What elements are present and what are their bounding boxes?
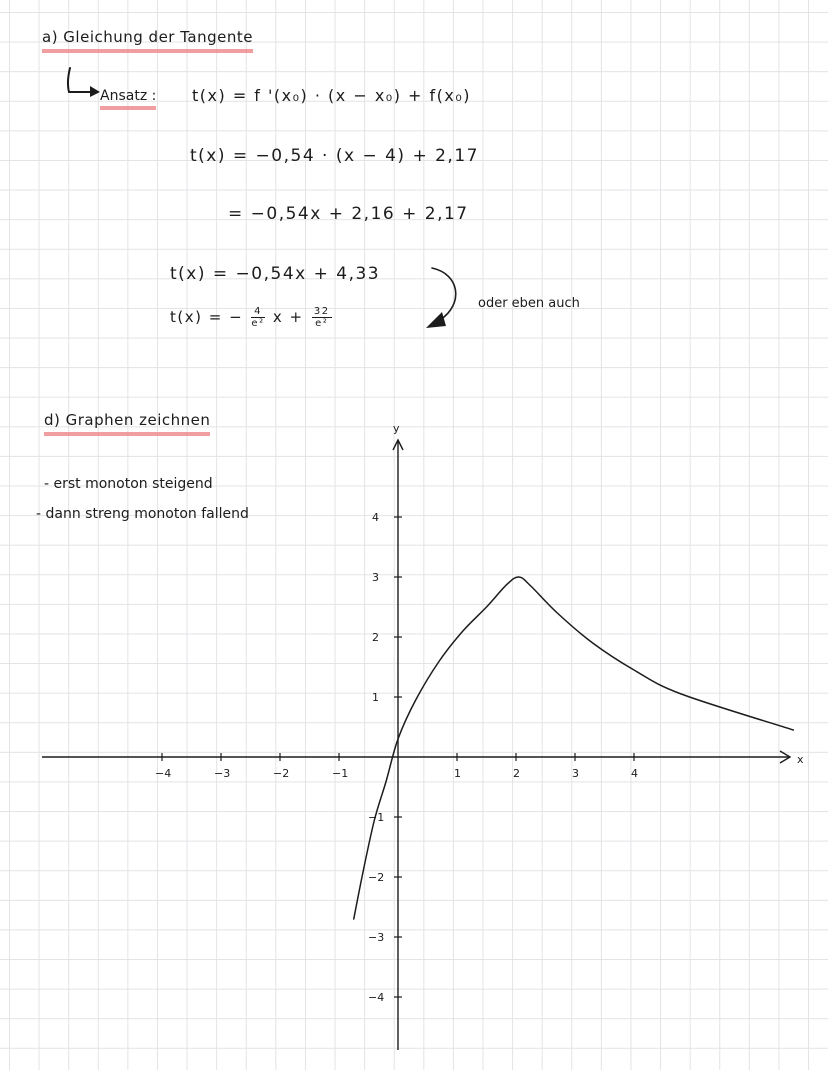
fraction-1-numerator: 4 (251, 306, 264, 318)
x-tick-label: 4 (631, 767, 638, 780)
function-curve (354, 577, 794, 919)
section-d-heading: d) Graphen zeichnen (44, 411, 210, 436)
x-tick-label: −4 (155, 767, 172, 780)
fraction-1-denominator: e² (251, 318, 265, 329)
fraction-2-denominator: e² (315, 318, 329, 329)
tangent-line-4-mid: x + (272, 308, 304, 326)
y-axis-label: y (393, 422, 400, 435)
tangent-line-4-prefix: t(x) = − (170, 308, 244, 326)
section-a-heading: a) Gleichung der Tangente (42, 28, 253, 53)
x-tick-label: 3 (572, 767, 579, 780)
x-tick-label: 2 (513, 767, 520, 780)
y-tick-label: 3 (372, 571, 379, 584)
axes (42, 422, 804, 1050)
x-tick-label: 1 (454, 767, 461, 780)
ansatz-label: Ansatz : (100, 88, 156, 110)
y-tick-label: 2 (372, 631, 379, 644)
bullet-streng-monoton-fallend: - dann streng monoton fallend (36, 506, 249, 522)
x-tick-label: −2 (273, 767, 290, 780)
x-tick-label: −3 (214, 767, 231, 780)
ansatz-formula: t(x) = f '(x₀) · (x − x₀) + f(x₀) (192, 86, 472, 105)
x-tick-label: −1 (332, 767, 349, 780)
tangent-line-3: t(x) = −0,54x + 4,33 (170, 264, 381, 284)
bullet-monoton-steigend: - erst monoton steigend (44, 476, 213, 492)
y-tick-label: −4 (368, 991, 385, 1004)
y-tick-label: 4 (372, 511, 379, 524)
fraction-2-numerator: 32 (313, 306, 330, 317)
tangent-line-1: t(x) = −0,54 · (x − 4) + 2,17 (190, 146, 479, 166)
curve-layer (354, 577, 794, 919)
y-tick-label: 1 (372, 691, 379, 704)
tangent-line-2: = −0,54x + 2,16 + 2,17 (228, 204, 469, 224)
y-tick-label: −1 (368, 811, 385, 824)
y-tick-label: −3 (368, 931, 385, 944)
x-axis-label: x (797, 753, 804, 766)
y-tick-label: −2 (368, 871, 385, 884)
note-oder-eben-auch: oder eben auch (478, 296, 580, 311)
